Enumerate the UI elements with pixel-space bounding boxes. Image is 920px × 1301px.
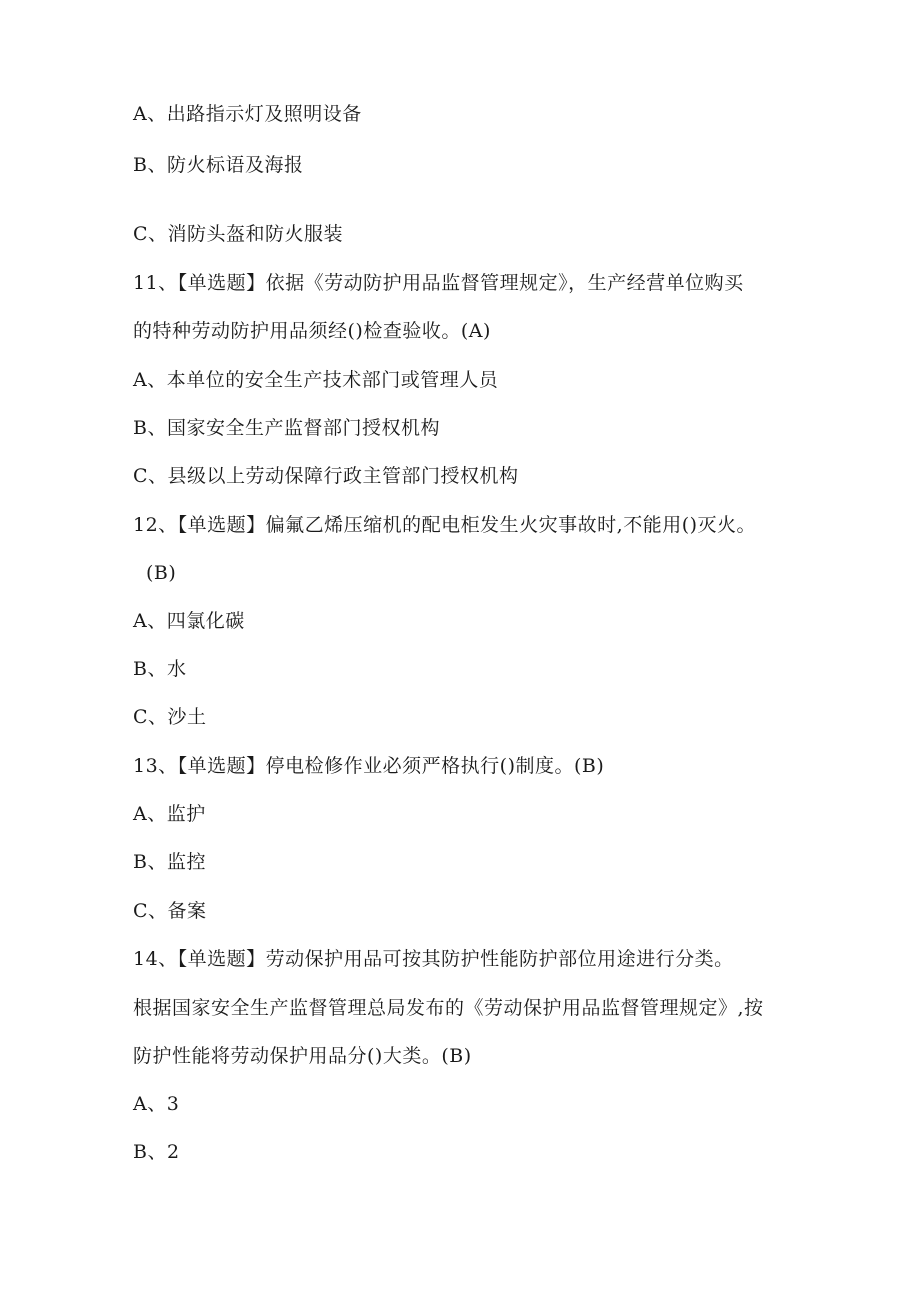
q14-option-b: B、2 bbox=[133, 1141, 180, 1163]
q12-option-a: A、四氯化碳 bbox=[133, 610, 245, 632]
q11-question-line-1: 11、【单选题】依据《劳动防护用品监督管理规定》，生产经营单位购买 bbox=[133, 272, 744, 294]
q10-option-c: C、消防头盔和防火服装 bbox=[133, 223, 344, 245]
q13-option-a: A、监护 bbox=[133, 803, 206, 825]
q13-option-c: C、备案 bbox=[133, 900, 207, 922]
q14-question-line-3: 防护性能将劳动保护用品分()大类。(B) bbox=[133, 1045, 472, 1067]
q10-option-b: B、防火标语及海报 bbox=[133, 154, 304, 176]
q11-question-line-2: 的特种劳动防护用品须经()检查验收。(A) bbox=[133, 320, 491, 342]
q11-option-a: A、本单位的安全生产技术部门或管理人员 bbox=[133, 369, 499, 391]
q13-question: 13、【单选题】停电检修作业必须严格执行()制度。(B) bbox=[133, 755, 605, 777]
q14-question-line-2: 根据国家安全生产监督管理总局发布的《劳动保护用品监督管理规定》,按 bbox=[133, 997, 764, 1019]
q13-option-b: B、监控 bbox=[133, 851, 206, 873]
q10-option-a: A、出路指示灯及照明设备 bbox=[133, 103, 362, 125]
q14-option-a: A、3 bbox=[133, 1093, 180, 1115]
q14-question-line-1: 14、【单选题】劳动保护用品可按其防护性能防护部位用途进行分类。 bbox=[133, 948, 734, 970]
q12-question-line-1: 12、【单选题】偏氟乙烯压缩机的配电柜发生火灾事故时,不能用()灭火。 bbox=[133, 514, 757, 536]
q12-question-line-2: (B) bbox=[146, 562, 177, 584]
q12-option-b: B、水 bbox=[133, 658, 187, 680]
q11-option-c: C、县级以上劳动保障行政主管部门授权机构 bbox=[133, 465, 519, 487]
q11-option-b: B、国家安全生产监督部门授权机构 bbox=[133, 417, 440, 439]
q12-option-c: C、沙土 bbox=[133, 706, 207, 728]
